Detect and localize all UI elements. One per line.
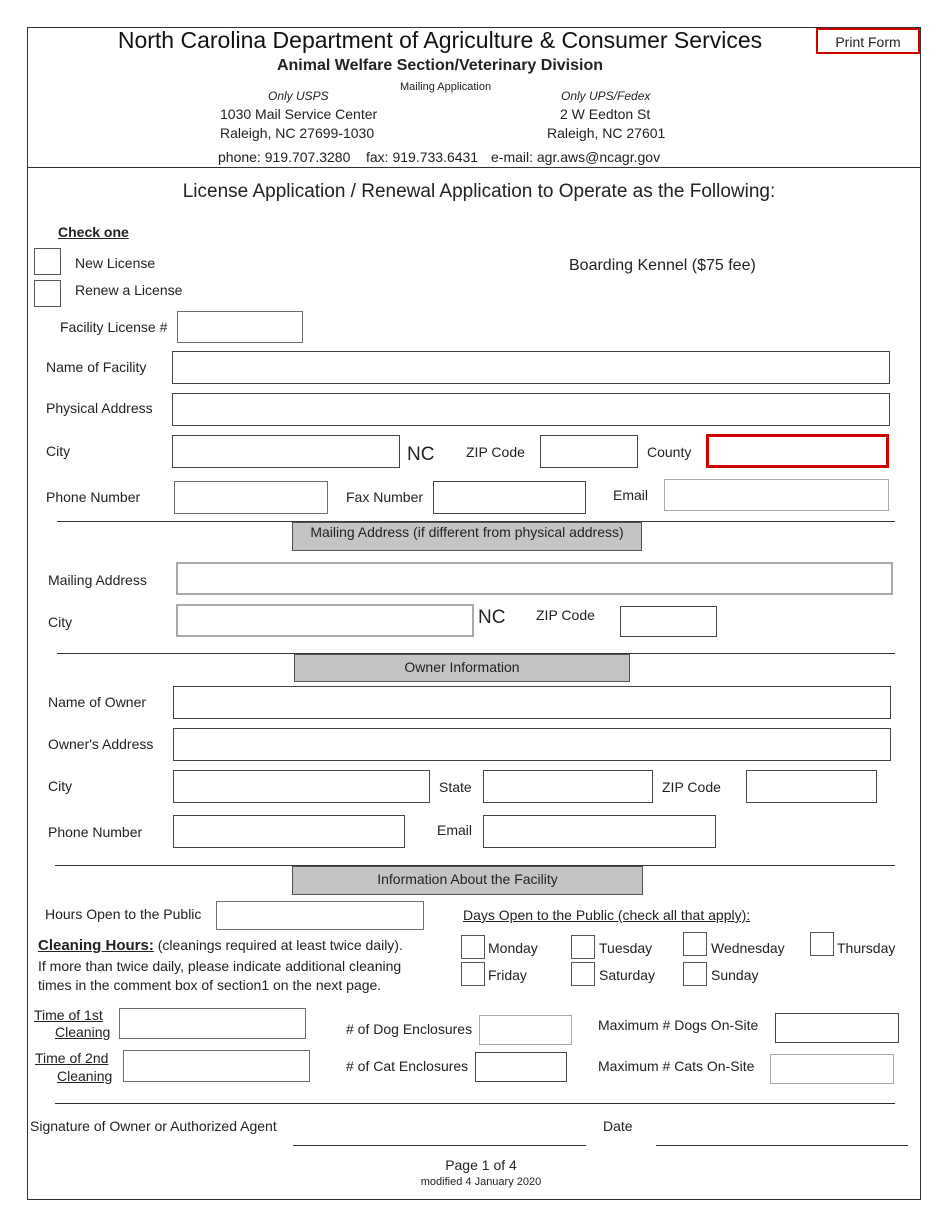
tuesday-checkbox[interactable] [571, 935, 595, 959]
cleaning-hours-title: Cleaning Hours: [38, 937, 154, 954]
owner-city-label: City [48, 778, 73, 794]
monday-label: Monday [488, 940, 538, 956]
sunday-label: Sunday [711, 967, 759, 983]
contact-phone: phone: 919.707.3280 [218, 149, 351, 165]
friday-label: Friday [488, 967, 527, 983]
time-1st-label-line1: Time of 1st [34, 1007, 103, 1023]
renew-license-label: Renew a License [75, 282, 183, 298]
owner-name-label: Name of Owner [48, 694, 147, 710]
facility-fax-input[interactable] [433, 481, 586, 514]
monday-checkbox[interactable] [461, 935, 485, 959]
owner-phone-label: Phone Number [48, 824, 143, 840]
contact-email: e-mail: agr.aws@ncagr.gov [491, 149, 661, 165]
facility-zip-input[interactable] [540, 435, 638, 468]
wednesday-label: Wednesday [711, 940, 785, 956]
page-number: Page 1 of 4 [445, 1157, 517, 1173]
agency-title: North Carolina Department of Agriculture & Consumer Services [117, 27, 763, 53]
mailing-zip-input[interactable] [620, 606, 717, 637]
hours-open-label: Hours Open to the Public [45, 906, 202, 922]
tuesday-label: Tuesday [599, 940, 653, 956]
time-1st-label-line2: Cleaning [55, 1024, 111, 1040]
thursday-label: Thursday [837, 940, 896, 956]
print-form-button[interactable]: Print Form [816, 28, 920, 54]
cat-enclosures-label: # of Cat Enclosures [346, 1058, 469, 1074]
modified-date: modified 4 January 2020 [420, 1176, 542, 1188]
owner-email-label: Email [437, 822, 473, 838]
physical-address-input[interactable] [172, 393, 890, 426]
owner-zip-input[interactable] [746, 770, 877, 803]
facility-fax-label: Fax Number [346, 489, 424, 505]
mailing-address-input[interactable] [176, 562, 893, 595]
owner-city-input[interactable] [173, 770, 430, 803]
days-open-label: Days Open to the Public (check all that apply): [463, 907, 751, 923]
facility-name-label: Name of Facility [46, 359, 147, 375]
usps-address-line1: 1030 Mail Service Center [220, 106, 378, 122]
date-line[interactable] [656, 1145, 908, 1146]
facility-city-label: City [46, 443, 71, 459]
new-license-label: New License [75, 255, 156, 271]
ups-address-line2: Raleigh, NC 27601 [547, 125, 666, 141]
saturday-checkbox[interactable] [571, 962, 595, 986]
facility-license-label: Facility License # [60, 319, 168, 335]
mailing-section-header: Mailing Address (if different from physical address) [292, 522, 642, 551]
ups-address-line1: 2 W Eedton St [560, 106, 651, 122]
cat-enclosures-input[interactable] [475, 1052, 567, 1082]
time-2nd-cleaning-input[interactable] [123, 1050, 310, 1082]
max-cats-input[interactable] [770, 1054, 894, 1084]
cleaning-note-line2: If more than twice daily, please indicate additional cleaning [38, 958, 402, 974]
saturday-label: Saturday [599, 967, 656, 983]
owner-address-input[interactable] [173, 728, 891, 761]
new-license-checkbox[interactable] [34, 248, 61, 275]
mailing-zip-label: ZIP Code [536, 607, 595, 623]
facility-city-input[interactable] [172, 435, 400, 468]
mailing-city-label: City [48, 614, 73, 630]
facility-email-input[interactable] [664, 479, 889, 511]
mailing-city-input[interactable] [176, 604, 474, 637]
signature-label: Signature of Owner or Authorized Agent [30, 1118, 277, 1134]
mailing-state: NC [478, 607, 506, 628]
facility-phone-label: Phone Number [46, 489, 141, 505]
owner-state-label: State [439, 779, 472, 795]
owner-name-input[interactable] [173, 686, 891, 719]
renew-license-checkbox[interactable] [34, 280, 61, 307]
header-divider [27, 167, 921, 168]
cleaning-hours-heading [38, 937, 403, 954]
facility-county-label: County [647, 444, 692, 460]
signature-divider [55, 1103, 895, 1104]
hours-open-input[interactable] [216, 901, 424, 930]
facility-license-input[interactable] [177, 311, 303, 343]
owner-state-input[interactable] [483, 770, 653, 803]
cleaning-note-line3: times in the comment box of section1 on the next page. [38, 977, 382, 993]
max-cats-label: Maximum # Cats On-Site [598, 1058, 755, 1074]
time-2nd-label-line1: Time of 2nd [35, 1050, 109, 1066]
wednesday-checkbox[interactable] [683, 932, 707, 956]
info-section-header: Information About the Facility [292, 866, 643, 895]
usps-label: Only USPS [268, 89, 329, 103]
time-1st-cleaning-input[interactable] [119, 1008, 306, 1039]
sunday-checkbox[interactable] [683, 962, 707, 986]
friday-checkbox[interactable] [461, 962, 485, 986]
cleaning-hours-note: (cleanings required at least twice daily). [157, 937, 403, 953]
ups-label: Only UPS/Fedex [561, 89, 651, 103]
contact-fax: fax: 919.733.6431 [366, 149, 479, 165]
mailing-address-label: Mailing Address [48, 572, 147, 588]
owner-phone-input[interactable] [173, 815, 405, 848]
facility-name-input[interactable] [172, 351, 890, 384]
date-label: Date [603, 1118, 633, 1134]
owner-section-header: Owner Information [294, 654, 630, 682]
max-dogs-input[interactable] [775, 1013, 899, 1043]
division-subtitle: Animal Welfare Section/Veterinary Division [276, 57, 604, 74]
owner-address-label: Owner's Address [48, 736, 154, 752]
usps-address-line2: Raleigh, NC 27699-1030 [220, 125, 375, 141]
time-2nd-label-line2: Cleaning [57, 1068, 113, 1084]
license-type: Boarding Kennel ($75 fee) [569, 257, 756, 274]
mailing-application-label: Mailing Application [400, 81, 492, 93]
dog-enclosures-input[interactable] [479, 1015, 572, 1045]
facility-zip-label: ZIP Code [466, 444, 525, 460]
dog-enclosures-label: # of Dog Enclosures [346, 1021, 473, 1037]
form-title: License Application / Renewal Application to Operate as the Following: [182, 181, 776, 202]
owner-zip-label: ZIP Code [662, 779, 721, 795]
max-dogs-label: Maximum # Dogs On-Site [598, 1017, 759, 1033]
facility-phone-input[interactable] [174, 481, 328, 514]
facility-state: NC [407, 444, 435, 465]
owner-email-input[interactable] [483, 815, 716, 848]
check-one-heading: Check one [58, 224, 129, 240]
facility-email-label: Email [613, 487, 649, 503]
physical-address-label: Physical Address [46, 400, 153, 416]
signature-line[interactable] [293, 1145, 586, 1146]
facility-county-input[interactable] [706, 434, 889, 468]
thursday-checkbox[interactable] [810, 932, 834, 956]
